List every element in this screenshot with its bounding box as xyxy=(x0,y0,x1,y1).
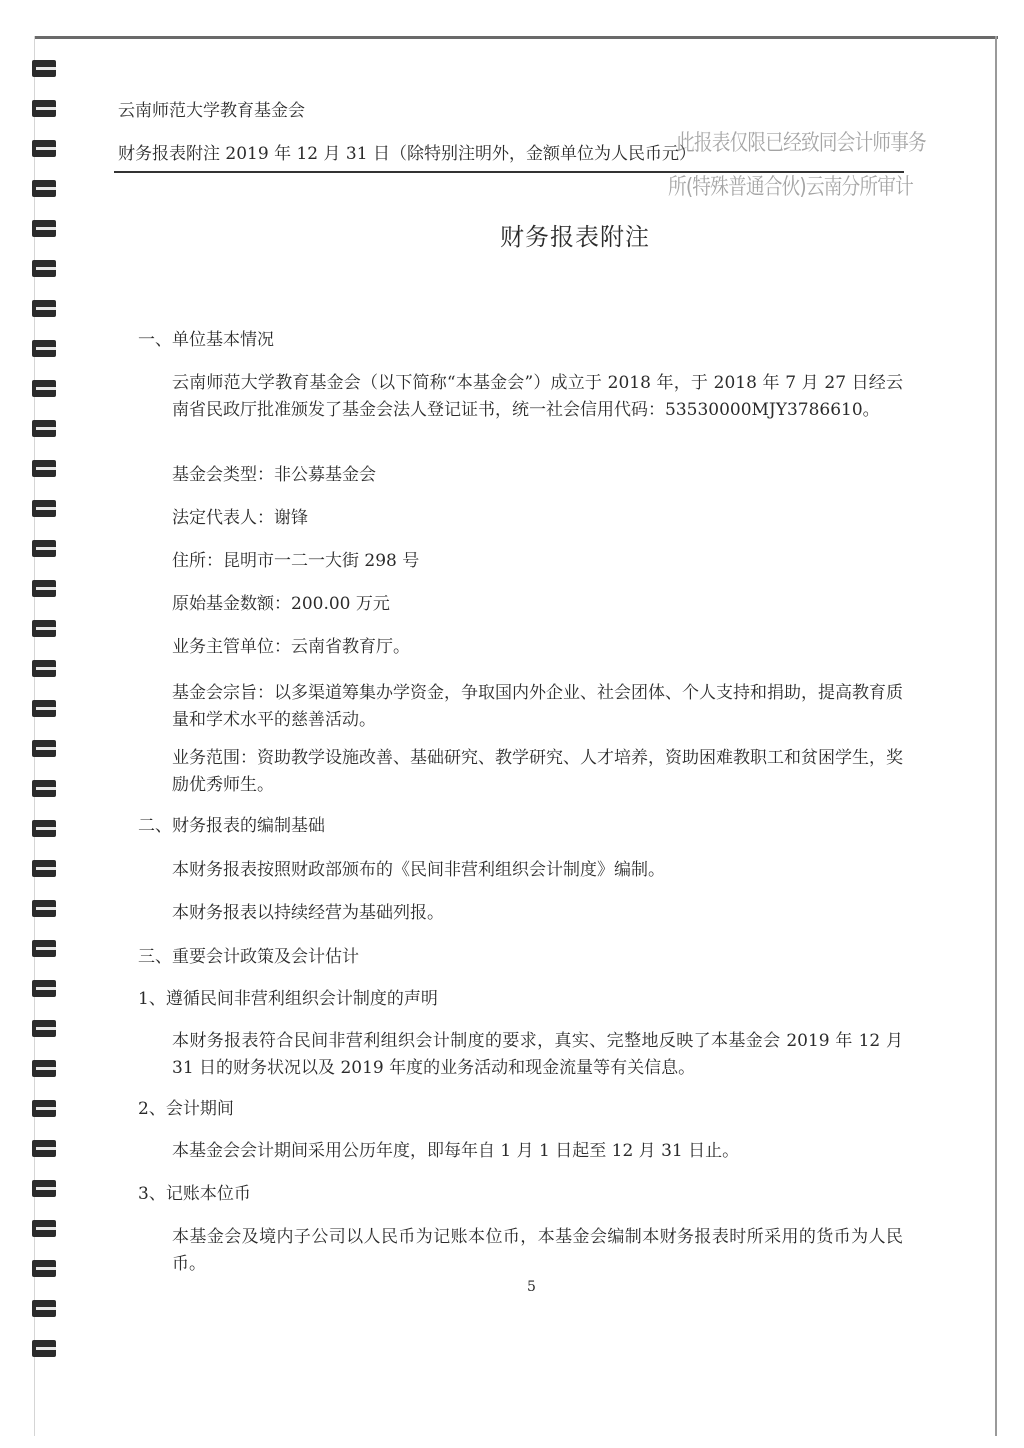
original-fund: 原始基金数额：200.00 万元 xyxy=(172,594,390,614)
subsection-3-heading: 3、记账本位币 xyxy=(138,1184,251,1204)
page-number: 5 xyxy=(527,1279,536,1295)
subsection-3-text: 本基金会及境内子公司以人民币为记账本位币，本基金会编制本财务报表时所采用的货币为人民币。 xyxy=(172,1227,903,1274)
stamp-line-2: 所(特殊普通合伙)云南分所审计 xyxy=(668,175,913,200)
page-right-border xyxy=(995,36,997,1436)
business-scope: 业务范围：资助教学设施改善、基础研究、教学研究、人才培养，资助困难教职工和贫困学生，奖励优秀师生。 xyxy=(172,748,903,795)
subsection-2-text: 本基金会会计期间采用公历年度，即每年自 1 月 1 日起至 12 月 31 日止。 xyxy=(172,1141,740,1161)
organization-header: 云南师范大学教育基金会 xyxy=(118,101,305,121)
subsection-2-heading: 2、会计期间 xyxy=(138,1099,234,1119)
section-1-heading: 一、单位基本情况 xyxy=(138,330,274,350)
audit-stamp xyxy=(664,126,926,210)
address: 住所：昆明市一二一大街 298 号 xyxy=(172,551,420,571)
section-2-para-1: 本财务报表按照财政部颁布的《民间非营利组织会计制度》编制。 xyxy=(172,860,665,880)
spiral-binding xyxy=(32,60,62,1380)
subsection-1-heading: 1、遵循民间非营利组织会计制度的声明 xyxy=(138,989,438,1009)
legal-representative: 法定代表人：谢锋 xyxy=(172,508,308,528)
document-title: 财务报表附注 xyxy=(500,223,650,251)
section-1-intro: 云南师范大学教育基金会（以下简称“本基金会”）成立于 2018 年，于 2018 年 7 月 27 日经云南省民政厅批准颁发了基金会法人登记证书，统一社会信用代码：53530000MJY3786610。 xyxy=(172,373,903,420)
section-3-heading: 三、重要会计政策及会计估计 xyxy=(138,947,359,967)
section-2-heading: 二、财务报表的编制基础 xyxy=(138,816,325,836)
foundation-type: 基金会类型：非公募基金会 xyxy=(172,465,376,485)
stamp-line-1: 此报表仅限已经致同会计师事务 xyxy=(676,131,926,156)
section-2-para-2: 本财务报表以持续经营为基础列报。 xyxy=(172,903,444,923)
report-header-line: 财务报表附注 2019 年 12 月 31 日（除特别注明外，金额单位为人民币元） xyxy=(118,144,696,164)
supervising-unit: 业务主管单位：云南省教育厅。 xyxy=(172,637,410,657)
subsection-1-text: 本财务报表符合民间非营利组织会计制度的要求，真实、完整地反映了本基金会 2019 年 12 月 31 日的财务状况以及 2019 年度的业务活动和现金流量等有关信息。 xyxy=(172,1031,903,1078)
foundation-purpose: 基金会宗旨：以多渠道筹集办学资金，争取国内外企业、社会团体、个人支持和捐助，提高教育质量和学术水平的慈善活动。 xyxy=(172,683,903,730)
page-top-border xyxy=(34,36,998,39)
